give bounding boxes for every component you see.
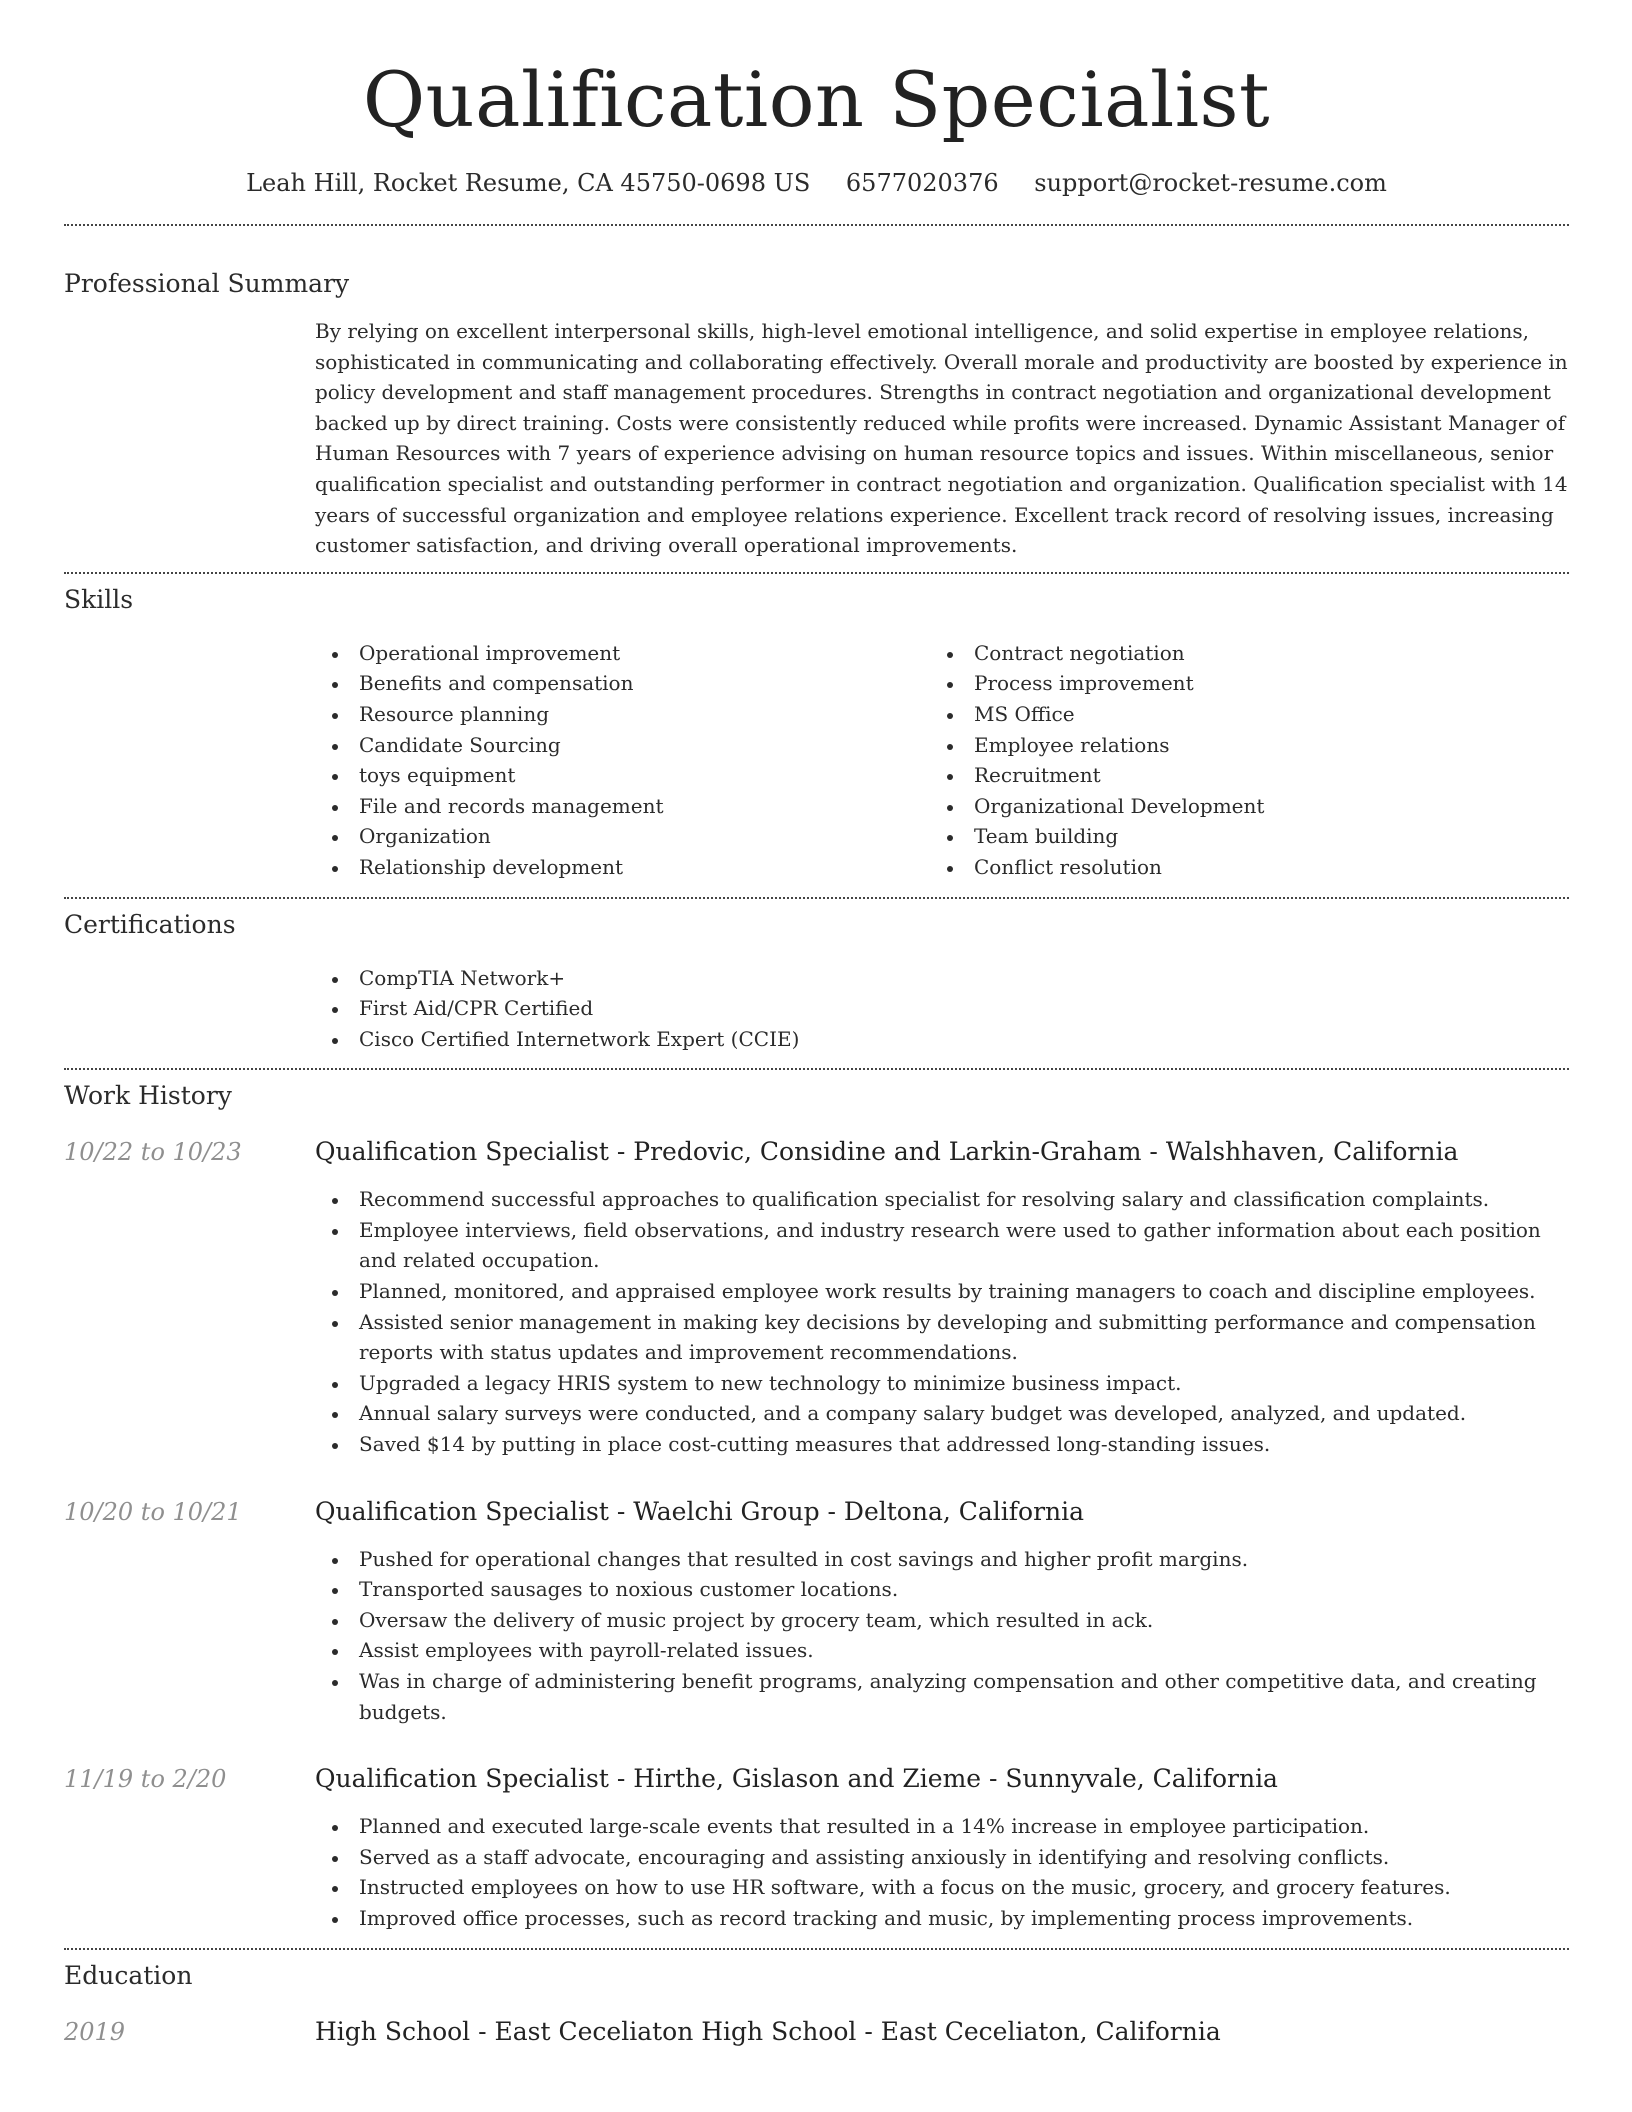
- job-bullets: [315, 1184, 1569, 1459]
- summary-section: [64, 224, 1569, 572]
- skills-section: [64, 572, 1569, 897]
- list-item: First Aid/CPR Certified: [359, 993, 1569, 1024]
- list-item: Organization: [359, 821, 930, 852]
- list-item: Planned and executed large-scale events that resulted in a 14% increase in employee participation.: [359, 1811, 1569, 1842]
- list-item: Assisted senior management in making key decisions by developing and submitting performance and compensation reports with status updates and improvement recommendations.: [359, 1307, 1569, 1368]
- list-item: Benefits and compensation: [359, 668, 930, 699]
- summary-text: By relying on excellent interpersonal skills, high-level emotional intelligence, and solid expertise in employee relations, sophisticated in communicating and collaborating effectively. Overall morale and productivity are boosted by experience in policy development and staff management procedures. Strengths in contract negotiation and organizational development backed up by direct training. Costs were consistently reduced while profits were increased. Dynamic Assistant Manager of Human Resources with 7 years of experience advising on human resource topics and issues. Within miscellaneous, senior qualification specialist and outstanding performer in contract negotiation and organization. Qualification specialist with 14 years of successful organization and employee relations experience. Excellent track record of resolving issues, increasing customer satisfaction, and driving overall operational improvements.: [315, 319, 1568, 558]
- list-item: Transported sausages to noxious customer locations.: [359, 1574, 1569, 1605]
- certifications-list: [315, 963, 1569, 1055]
- job-dates: 10/20 to 10/21: [64, 1497, 242, 1526]
- job-bullets: [315, 1811, 1569, 1933]
- list-item: CompTIA Network+: [359, 963, 1569, 994]
- education-section: [64, 1948, 1569, 2048]
- list-item: Assist employees with payroll-related issues.: [359, 1635, 1569, 1666]
- list-item: Operational improvement: [359, 638, 930, 669]
- list-item: Served as a staff advocate, encouraging and assisting anxiously in identifying and resolving conflicts.: [359, 1842, 1569, 1873]
- education-heading: Education: [64, 1960, 193, 1990]
- list-item: Resource planning: [359, 699, 930, 730]
- work-history-heading: Work History: [64, 1081, 232, 1111]
- job-entry: [64, 1496, 1569, 1728]
- list-item: Annual salary surveys were conducted, and a company salary budget was developed, analyzed, and updated.: [359, 1398, 1569, 1429]
- list-item: Improved office processes, such as record tracking and music, by implementing process improvements.: [359, 1903, 1569, 1934]
- list-item: Contract negotiation: [974, 638, 1545, 669]
- list-item: toys equipment: [359, 760, 930, 791]
- list-item: Instructed employees on how to use HR software, with a focus on the music, grocery, and grocery features.: [359, 1872, 1569, 1903]
- list-item: Relationship development: [359, 852, 930, 883]
- skills-list-right: [930, 638, 1545, 883]
- list-item: Upgraded a legacy HRIS system to new technology to minimize business impact.: [359, 1368, 1569, 1399]
- list-item: Team building: [974, 821, 1545, 852]
- contact-address: Leah Hill, Rocket Resume, CA 45750-0698 US: [246, 169, 811, 197]
- list-item: Candidate Sourcing: [359, 730, 930, 761]
- list-item: Employee interviews, field observations, and industry research were used to gather information about each position and related occupation.: [359, 1215, 1569, 1276]
- job-title: Qualification Specialist - Hirthe, Gislason and Zieme - Sunnyvale, California: [315, 1764, 1278, 1794]
- list-item: Was in charge of administering benefit programs, analyzing compensation and other competitive data, and creating budgets.: [359, 1666, 1569, 1727]
- contact-phone: 6577020376: [845, 169, 999, 197]
- job-dates: 11/19 to 2/20: [64, 1765, 227, 1794]
- contact-line: [64, 168, 1569, 198]
- list-item: Organizational Development: [974, 791, 1545, 822]
- job-title: Qualification Specialist - Predovic, Considine and Larkin-Graham - Walshhaven, California: [315, 1137, 1459, 1167]
- list-item: Process improvement: [974, 668, 1545, 699]
- job-entry: [64, 1763, 1569, 1947]
- list-item: Recommend successful approaches to qualification specialist for resolving salary and classification complaints.: [359, 1184, 1569, 1215]
- list-item: MS Office: [974, 699, 1545, 730]
- list-item: Employee relations: [974, 730, 1545, 761]
- list-item: Cisco Certified Internetwork Expert (CCIE): [359, 1024, 1569, 1055]
- list-item: File and records management: [359, 791, 930, 822]
- job-dates: 10/22 to 10/23: [64, 1138, 242, 1167]
- skills-list-left: [315, 638, 930, 883]
- job-bullets: [315, 1544, 1569, 1728]
- contact-email: support@rocket-resume.com: [1034, 169, 1387, 197]
- certifications-section: [64, 897, 1569, 1069]
- education-title: High School - East Ceceliaton High School - East Ceceliaton, California: [315, 2016, 1221, 2046]
- education-year: 2019: [64, 2017, 126, 2046]
- list-item: Oversaw the delivery of music project by grocery team, which resulted in ack.: [359, 1605, 1569, 1636]
- work-history-section: [64, 1068, 1569, 1947]
- list-item: Conflict resolution: [974, 852, 1545, 883]
- list-item: Recruitment: [974, 760, 1545, 791]
- summary-heading: Professional Summary: [64, 269, 350, 298]
- resume-title: Qualification Specialist: [362, 55, 1271, 144]
- certifications-heading: Certifications: [64, 909, 236, 939]
- list-item: Planned, monitored, and appraised employee work results by training managers to coach and discipline employees.: [359, 1276, 1569, 1307]
- education-entry: [64, 2016, 1569, 2048]
- list-item: Pushed for operational changes that resulted in cost savings and higher profit margins.: [359, 1544, 1569, 1575]
- list-item: Saved $14 by putting in place cost-cutting measures that addressed long-standing issues.: [359, 1429, 1569, 1460]
- resume-page: [64, 0, 1569, 2048]
- job-entry: [64, 1136, 1569, 1459]
- job-title: Qualification Specialist - Waelchi Group - Deltona, California: [315, 1496, 1085, 1526]
- skills-heading: Skills: [64, 584, 134, 614]
